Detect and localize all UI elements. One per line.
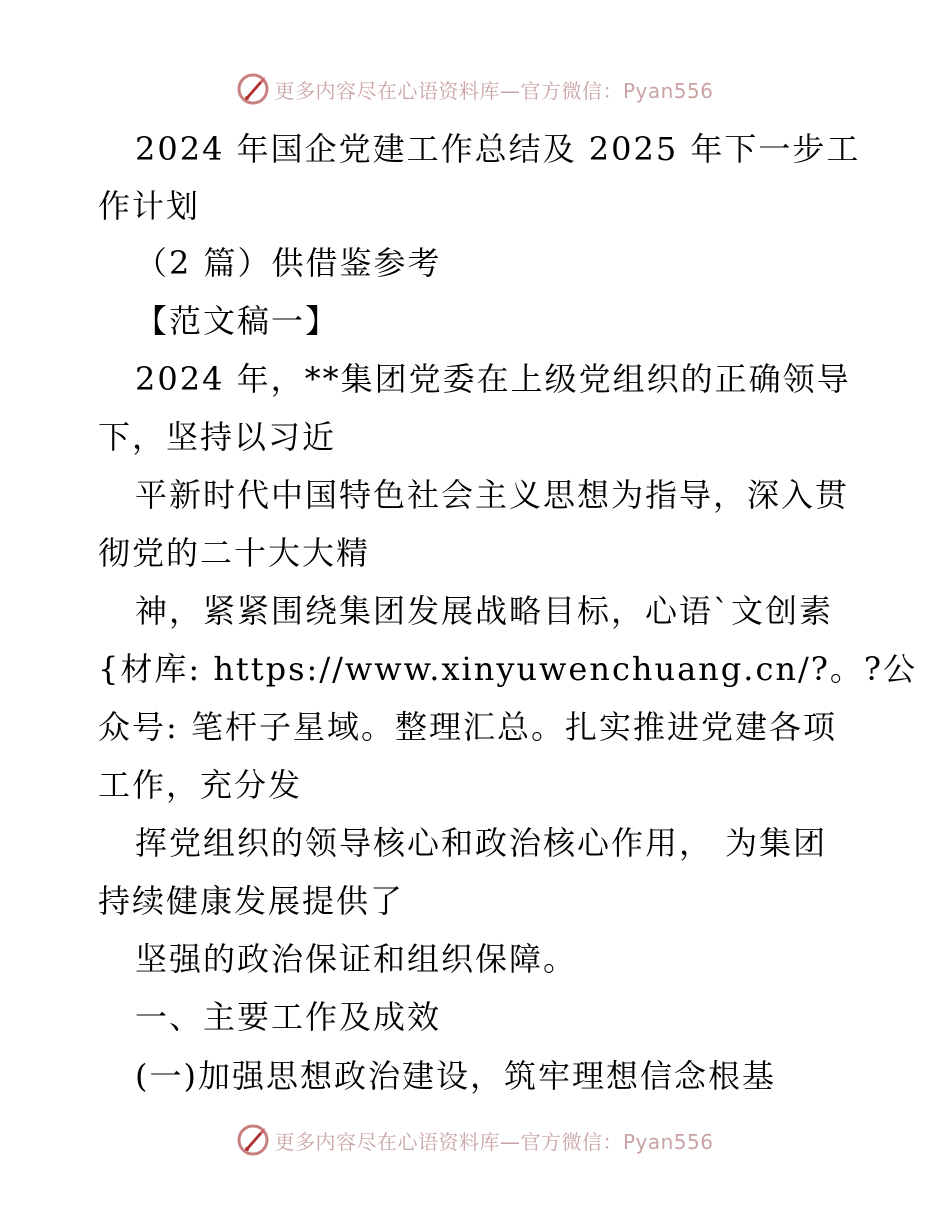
body-line: 工作，充分发 xyxy=(98,766,303,804)
body-line: 彻党的二十大大精 xyxy=(98,534,371,572)
header-watermark xyxy=(0,67,950,111)
subsection-heading: 一、主要工作及成效 xyxy=(135,998,442,1036)
subtitle-line: （2 篇）供借鉴参考 xyxy=(135,244,442,282)
title-line-1: 2024 年国企党建工作总结及 2025 年下一步工 xyxy=(135,130,861,168)
body-line: {材库: https://www.xinyuwenchuang.cn/?。?公 xyxy=(98,650,918,688)
body-line: 2024 年，**集团党委在上级党组织的正确领导 xyxy=(135,360,851,398)
quill-logo-icon xyxy=(236,1123,270,1157)
watermark-text: 更多内容尽在心语资料库—官方微信：Pyan556 xyxy=(274,1129,714,1154)
body-line: 坚强的政治保证和组织保障。 xyxy=(135,940,578,978)
footer-watermark xyxy=(0,1118,950,1162)
body-line: 众号: 笔杆子星域。整理汇总。扎实推进党建各项 xyxy=(98,708,837,746)
subsection-heading: (一)加强思想政治建设，筑牢理想信念根基 xyxy=(135,1057,776,1095)
watermark-text: 更多内容尽在心语资料库—官方微信：Pyan556 xyxy=(274,78,714,103)
body-line: 下，坚持以习近 xyxy=(98,418,337,456)
body-line: 持续健康发展提供了 xyxy=(98,882,405,920)
body-line: 神，紧紧围绕集团发展战略目标，心语`文创素 xyxy=(135,592,834,630)
body-line: 挥党组织的领导核心和政治核心作用， 为集团 xyxy=(135,824,828,862)
section-heading: 【范文稿一】 xyxy=(135,302,340,340)
quill-logo-icon xyxy=(236,72,270,106)
body-line: 平新时代中国特色社会主义思想为指导，深入贯 xyxy=(135,476,850,514)
title-line-2: 作计划 xyxy=(98,187,201,225)
